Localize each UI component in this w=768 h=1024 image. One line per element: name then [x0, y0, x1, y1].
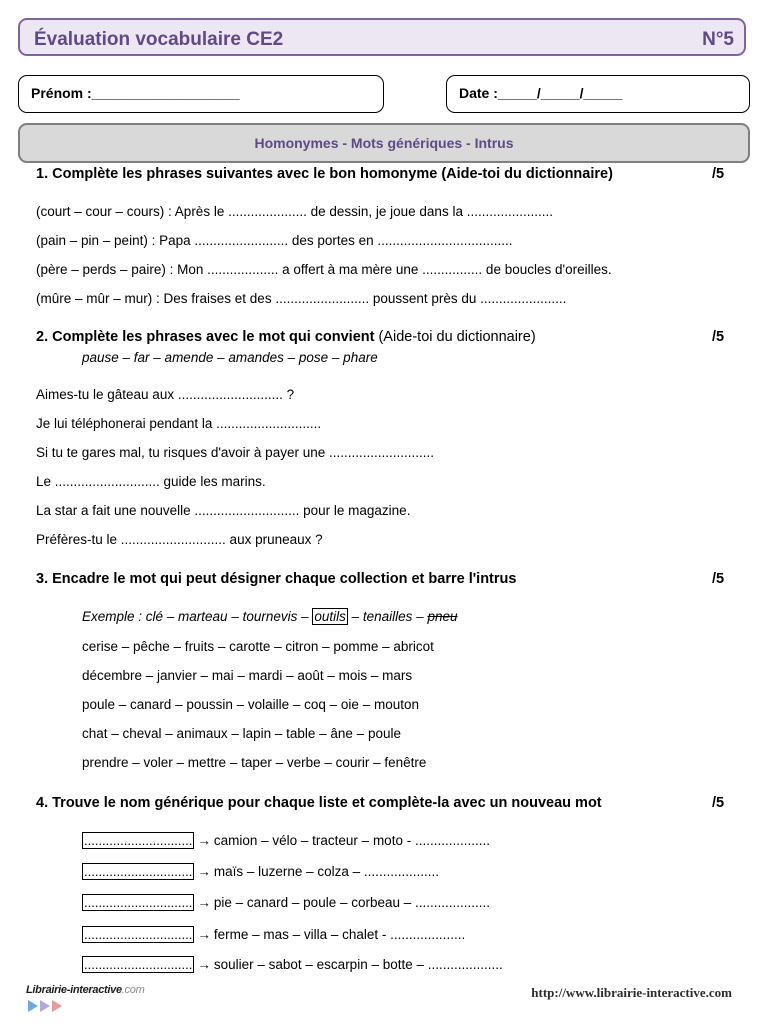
arrow-icon: → [197, 833, 211, 848]
q4-answer-box[interactable]: .............................. [84, 927, 193, 942]
arrow-icon: → [197, 957, 211, 972]
q4-answer-box[interactable]: .............................. [84, 864, 193, 879]
worksheet-number: N°5 [702, 29, 734, 50]
q2-word-list: pause – far – amende – amandes – pose – phare [82, 350, 378, 365]
q4-answer-box[interactable]: .............................. [84, 895, 193, 910]
q2-title-main: 2. Complète les phrases avec le mot qui convient [36, 329, 375, 345]
q1-line: (père – perds – paire) : Mon ................... a offert à ma mère une ................ de boucles d'oreilles. [36, 262, 612, 277]
librairie-logo[interactable] [26, 984, 166, 1014]
q1-line: (mûre – mûr – mur) : Des fraises et des ......................... poussent près du ....................... [36, 291, 567, 306]
q2-line: La star a fait une nouvelle ............................ pour le magazine. [36, 503, 411, 518]
q3-line: décembre – janvier – mai – mardi – août – mois – mars [82, 668, 413, 683]
q3-line: prendre – voler – mettre – taper – verbe – courir – fenêtre [82, 755, 427, 770]
q3-line: chat – cheval – animaux – lapin – table – âne – poule [82, 726, 401, 741]
q3-example-struck-word: pneu [427, 609, 458, 624]
q4-row [82, 894, 490, 911]
q2-score: /5 [712, 329, 725, 345]
q4-list: soulier – sabot – escarpin – botte – .................... [213, 957, 503, 972]
q4-score: /5 [712, 795, 725, 811]
arrow-icon: → [197, 927, 211, 942]
q2-line: Je lui téléphonerai pendant la ............................ [36, 416, 322, 431]
website-link[interactable]: http://www.librairie-interactive.com [531, 985, 732, 1000]
q4-list: pie – canard – poule – corbeau – .................... [213, 895, 491, 910]
title-banner [18, 18, 746, 56]
q3-example [82, 609, 458, 624]
q2-line: Préfères-tu le ............................ aux pruneaux ? [36, 532, 323, 547]
q3-line: cerise – pêche – fruits – carotte – citron – pomme – abricot [82, 639, 434, 654]
q1-score: /5 [712, 166, 725, 182]
logo-main-text: Librairie-interactive [26, 984, 122, 996]
q4-row [82, 956, 503, 973]
q1-line: (pain – pin – peint) : Papa ......................... des portes en .................................... [36, 233, 513, 248]
date-field[interactable] [446, 75, 750, 113]
theme-banner: Homonymes - Mots génériques - Intrus [18, 123, 750, 163]
q3-score: /5 [712, 571, 725, 587]
arrow-icon: → [197, 864, 211, 879]
q4-answer-box[interactable]: .............................. [84, 833, 193, 848]
q1-line: (court – cour – cours) : Après le ..................... de dessin, je joue dans la ....................... [36, 204, 553, 219]
date-label: Date :_____/_____/_____ [459, 85, 623, 101]
q4-title: 4. Trouve le nom générique pour chaque liste et complète-la avec un nouveau mot [36, 795, 602, 811]
q3-line: poule – canard – poussin – volaille – coq – oie – mouton [82, 697, 419, 712]
play-triangle-icon [40, 1000, 50, 1012]
worksheet-title: Évaluation vocabulaire CE2 [34, 29, 284, 50]
q4-row [82, 863, 439, 880]
logo-wordmark [26, 984, 144, 996]
q1-title: 1. Complète les phrases suivantes avec le bon homonyme (Aide-toi du dictionnaire) [36, 166, 613, 182]
q3-example-framed-word: outils [314, 609, 346, 624]
q4-list: maïs – luzerne – colza – .................... [213, 864, 439, 879]
prenom-field[interactable] [18, 75, 384, 113]
q4-list: camion – vélo – tracteur – moto - .................... [213, 833, 490, 848]
q2-line: Le ............................ guide les marins. [36, 474, 266, 489]
q2-line: Aimes-tu le gâteau aux ............................ ? [36, 387, 295, 402]
arrow-icon: → [197, 895, 211, 910]
q2-title [36, 329, 536, 345]
q4-answer-box[interactable]: .............................. [84, 957, 193, 972]
q3-title: 3. Encadre le mot qui peut désigner chaque collection et barre l'intrus [36, 571, 517, 587]
q4-list: ferme – mas – villa – chalet - .................... [213, 927, 466, 942]
prenom-label: Prénom :___________________ [31, 85, 240, 101]
logo-suffix-text: .com [121, 984, 145, 996]
play-triangle-icon [52, 1000, 62, 1012]
play-triangle-icon [28, 1000, 38, 1012]
q2-line: Si tu te gares mal, tu risques d'avoir à payer une ............................ [36, 445, 434, 460]
q3-example-middle: – tenailles – [347, 609, 428, 624]
q3-example-start: Exemple : clé – marteau – tournevis – [82, 609, 313, 624]
q2-title-hint: (Aide-toi du dictionnaire) [374, 329, 536, 345]
q4-row [82, 926, 465, 943]
q4-row [82, 832, 490, 849]
